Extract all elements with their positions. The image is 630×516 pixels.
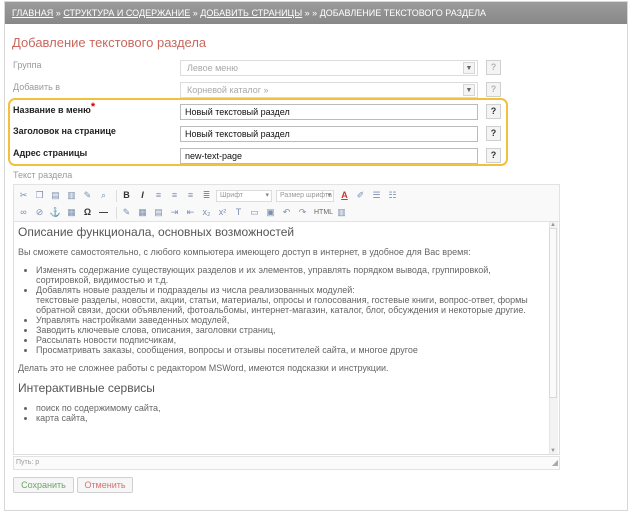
list-item: • поиск по содержимому сайта, bbox=[36, 403, 548, 413]
list-item bbox=[36, 285, 548, 315]
align-center-icon[interactable]: ≡ bbox=[171, 190, 178, 200]
redo-icon[interactable]: ↷ bbox=[298, 207, 307, 217]
help-icon[interactable]: ▥ bbox=[337, 207, 346, 217]
cut-icon[interactable]: ✂ bbox=[19, 190, 28, 200]
page-address-field[interactable]: new-text-page bbox=[180, 148, 478, 164]
scroll-up-icon[interactable]: ▲ bbox=[550, 222, 556, 228]
menu-name-label-text: Название в меню bbox=[13, 105, 91, 115]
preview-icon[interactable]: ▭ bbox=[250, 207, 259, 217]
copy-icon[interactable]: ❐ bbox=[35, 190, 44, 200]
indent-icon[interactable]: ⇥ bbox=[170, 207, 179, 217]
scroll-down-icon[interactable]: ▼ bbox=[550, 448, 556, 454]
italic-icon[interactable]: I bbox=[141, 190, 144, 200]
list-item: • Рассылать новости подписчикам, bbox=[36, 335, 548, 345]
editor-scrollbar[interactable] bbox=[549, 222, 558, 454]
link-icon[interactable]: ∞ bbox=[20, 207, 27, 217]
page-header-help-button[interactable]: ? bbox=[486, 126, 501, 141]
bullet-list-icon[interactable]: ☰ bbox=[372, 190, 381, 200]
add-to-select-value: Корневой каталог » bbox=[187, 85, 269, 95]
content-list bbox=[18, 403, 548, 423]
text-color-icon[interactable]: A bbox=[341, 190, 348, 200]
toolbar-divider bbox=[116, 190, 117, 202]
content-heading: Интерактивные сервисы bbox=[18, 381, 155, 395]
list-item: • Заводить ключевые слова, описания, заголовки страниц, bbox=[36, 325, 548, 335]
editor-label: Текст раздела bbox=[13, 170, 73, 180]
breadcrumb-structure-link[interactable]: СТРУКТУРА И СОДЕРЖАНИЕ bbox=[63, 8, 191, 18]
menu-name-field[interactable]: Новый текстовый раздел bbox=[180, 104, 478, 120]
cancel-button[interactable]: Отменить bbox=[77, 477, 133, 493]
page-header-field[interactable]: Новый текстовый раздел bbox=[180, 126, 478, 142]
breadcrumb-separator: » bbox=[190, 8, 201, 18]
element-path: Путь: p bbox=[16, 459, 40, 466]
paste-text-icon[interactable]: ▥ bbox=[67, 190, 76, 200]
fullscreen-icon[interactable]: ▣ bbox=[266, 207, 275, 217]
table-icon[interactable]: ▦ bbox=[138, 207, 147, 217]
align-right-icon[interactable]: ≡ bbox=[187, 190, 194, 200]
page-title: Добавление текстового раздела bbox=[12, 35, 207, 50]
page-address-label: Адрес страницы bbox=[13, 148, 88, 158]
content-note: Делать это не сложнее работы с редактором MSWord, имеются подсказки и инструкции. bbox=[18, 363, 389, 373]
special-char-icon[interactable]: Ω bbox=[83, 207, 92, 217]
list-item: • Просматривать заказы, сообщения, вопросы и отзывы посетителей сайта, и многое другое bbox=[36, 345, 548, 355]
paste-icon[interactable]: ▤ bbox=[51, 190, 60, 200]
table-props-icon[interactable]: ▤ bbox=[154, 207, 163, 217]
group-label: Группа bbox=[13, 60, 42, 70]
breadcrumb-current: ДОБАВЛЕНИЕ ТЕКСТОВОГО РАЗДЕЛА bbox=[319, 8, 487, 18]
align-justify-icon[interactable]: ≣ bbox=[202, 190, 211, 200]
numbered-list-icon[interactable]: ☷ bbox=[388, 190, 397, 200]
undo-icon[interactable]: ↶ bbox=[282, 207, 291, 217]
group-select-value: Левое меню bbox=[187, 63, 239, 73]
chevron-down-icon: ▼ bbox=[463, 84, 475, 96]
align-left-icon[interactable]: ≡ bbox=[155, 190, 162, 200]
list-item: • Изменять содержание существующих разделов и их элементов, управлять порядком вывода, группировкой, сортировкой, видимостью и т.д. bbox=[36, 265, 548, 285]
breadcrumb-separator: » » bbox=[302, 8, 320, 18]
page-header-label: Заголовок на странице bbox=[13, 126, 116, 136]
page-address-help-button[interactable]: ? bbox=[486, 148, 501, 163]
superscript-icon[interactable]: x² bbox=[218, 207, 227, 217]
outdent-icon[interactable]: ⇤ bbox=[186, 207, 195, 217]
add-to-help-button[interactable]: ? bbox=[486, 82, 501, 97]
group-help-button[interactable]: ? bbox=[486, 60, 501, 75]
strike-icon[interactable]: T bbox=[235, 207, 242, 217]
edit-icon[interactable]: ✎ bbox=[122, 207, 131, 217]
highlight-color-icon[interactable]: ✐ bbox=[356, 190, 365, 200]
save-button[interactable]: Сохранить bbox=[13, 477, 74, 493]
anchor-icon[interactable]: ⚓ bbox=[49, 207, 62, 217]
menu-name-help-button[interactable]: ? bbox=[486, 104, 501, 119]
find-icon[interactable]: ⌕ bbox=[100, 190, 107, 200]
editor-document bbox=[18, 222, 548, 431]
list-item-text: Добавлять новые разделы и подразделы из числа реализованных модулей: bbox=[36, 285, 355, 295]
subscript-icon[interactable]: x₂ bbox=[202, 207, 211, 217]
chevron-down-icon: ▼ bbox=[463, 62, 475, 74]
font-select[interactable]: Шрифт ▾ bbox=[216, 190, 272, 202]
required-mark: * bbox=[90, 101, 96, 113]
editor-toolbar bbox=[13, 184, 560, 222]
toolbar-row bbox=[17, 205, 351, 220]
list-item: • карта сайта, bbox=[36, 413, 548, 423]
unlink-icon[interactable]: ⊘ bbox=[35, 207, 44, 217]
breadcrumb-home-link[interactable]: ГЛАВНАЯ bbox=[12, 8, 54, 18]
editor-statusbar bbox=[13, 456, 560, 470]
bold-icon[interactable]: B bbox=[123, 190, 130, 200]
content-intro: Вы сможете самостоятельно, с любого компьютера имеющего доступ в интернет, в удобное для Вас время: bbox=[18, 247, 471, 257]
toolbar-divider bbox=[116, 207, 117, 219]
html-toggle[interactable]: HTML bbox=[314, 209, 334, 216]
content-heading: Описание функционала, основных возможностей bbox=[18, 225, 295, 239]
add-to-select[interactable] bbox=[180, 82, 478, 98]
horizontal-rule-icon[interactable]: — bbox=[99, 207, 108, 217]
group-select[interactable] bbox=[180, 60, 478, 76]
list-item: • Управлять настройками заведенных модулей, bbox=[36, 315, 548, 325]
scroll-thumb[interactable] bbox=[549, 228, 557, 398]
add-to-label: Добавить в bbox=[13, 82, 61, 92]
image-icon[interactable]: ▦ bbox=[67, 207, 76, 217]
editor-content-area[interactable] bbox=[13, 222, 560, 455]
toolbar-row bbox=[17, 188, 402, 203]
clean-format-icon[interactable]: ✎ bbox=[83, 190, 92, 200]
resize-handle-icon[interactable]: ◢ bbox=[551, 458, 558, 467]
list-item-text: текстовые разделы, новости, акции, статьи, материалы, опросы и голосования, гостевые книги, вопрос-ответ, формы обратной связи, доски объявлений, фотоальбомы, интернет-магазин, каталог, блог, обсуждения и некоторые другие. bbox=[36, 295, 528, 315]
breadcrumb bbox=[5, 2, 627, 24]
breadcrumb-add-pages-link[interactable]: ДОБАВИТЬ СТРАНИЦЫ bbox=[200, 8, 303, 18]
menu-name-label bbox=[13, 101, 96, 116]
content-list bbox=[18, 265, 548, 355]
breadcrumb-separator: » bbox=[53, 8, 64, 18]
font-size-select[interactable]: Размер шрифта ▾ bbox=[276, 190, 334, 202]
